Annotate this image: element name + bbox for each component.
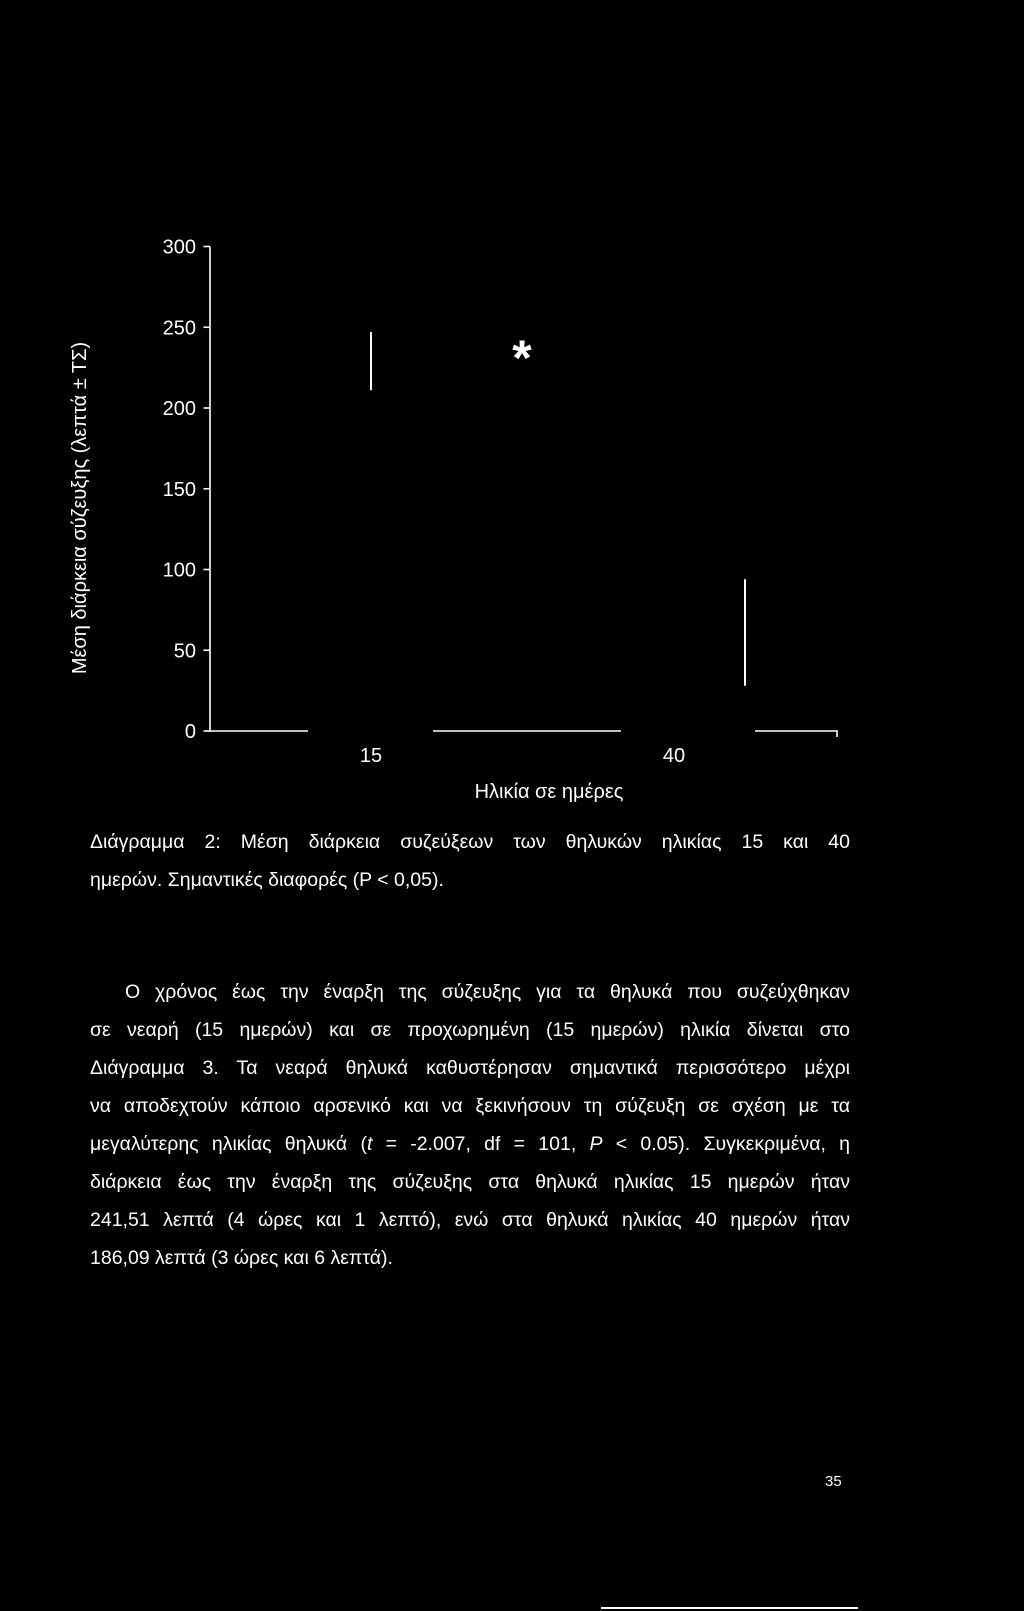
text-segment: = -2.007, df = 101, (372, 1133, 590, 1155)
paragraph-line: διάρκεια έως την έναρξη της σύζευξης στα θηλυκά ηλικίας 15 ημερών ήταν (90, 1171, 850, 1193)
paragraph-line: σε νεαρή (15 ημερών) και σε προχωρημένη (15 ημερών) ηλικία δίνεται στο (90, 1019, 850, 1041)
x-axis-label: Ηλικία σε ημέρες (474, 781, 624, 803)
paragraph-line: Ο χρόνος έως την έναρξη της σύζευξης για τα θηλυκά που συζεύχθηκαν (125, 981, 850, 1003)
paragraph-line: να αποδεχτούν κάποιο αρσενικό και να ξεκινήσουν τη σύζευξη σε σχέση με τα (90, 1095, 850, 1117)
caption-line: Διάγραμμα 2: Μέση διάρκεια συζεύξεων των θηλυκών ηλικίας 15 και 40 (90, 831, 850, 853)
paragraph-line: 241,51 λεπτά (4 ώρες και 1 λεπτό), ενώ στα θηλυκά ηλικίας 40 ημερών ήταν (90, 1209, 850, 1231)
page-number: 35 (825, 1473, 842, 1490)
y-axis-ticks (163, 237, 210, 744)
y-axis-label: Μέση διάρκεια σύζευξης (λεπτά ± ΤΣ) (69, 341, 91, 675)
y-tick-label: 100 (162, 559, 196, 582)
statistic-p-symbol: P (589, 1133, 603, 1155)
y-tick-label: 50 (173, 640, 196, 663)
bar-15 (308, 361, 433, 733)
paragraph-line: 186,09 λεπτά (3 ώρες και 6 λεπτά). (90, 1247, 393, 1269)
y-tick-label: 300 (162, 236, 196, 259)
footer-rule (601, 1607, 858, 1609)
y-tick-label: 250 (162, 317, 196, 340)
paragraph-line: Διάγραμμα 3. Τα νεαρά θηλυκά καθυστέρησαν σημαντικά περισσότερο μέχρι (90, 1057, 850, 1079)
caption-line: ημερών. Σημαντικές διαφορές (P < 0,05). (90, 869, 444, 891)
paragraph-line (90, 1125, 850, 1163)
significance-asterisk: * (512, 330, 532, 386)
body-paragraph (90, 973, 850, 1277)
x-tick-label-15: 15 (359, 745, 383, 767)
y-tick-label: 200 (162, 398, 196, 420)
y-tick-label: 0 (184, 721, 196, 743)
statistic-t-symbol: t (366, 1133, 373, 1155)
text-segment: < 0.05). Συγκεκριμένα, η (602, 1133, 850, 1155)
x-axis-tick-labels (360, 745, 685, 767)
bars (308, 361, 755, 733)
y-tick-label: 150 (162, 478, 196, 501)
text-segment: μεγαλύτερης ηλικίας θηλυκά ( (90, 1133, 367, 1155)
bar-40 (621, 632, 755, 733)
x-tick-label-40: 40 (662, 745, 686, 767)
figure-caption (90, 823, 850, 899)
